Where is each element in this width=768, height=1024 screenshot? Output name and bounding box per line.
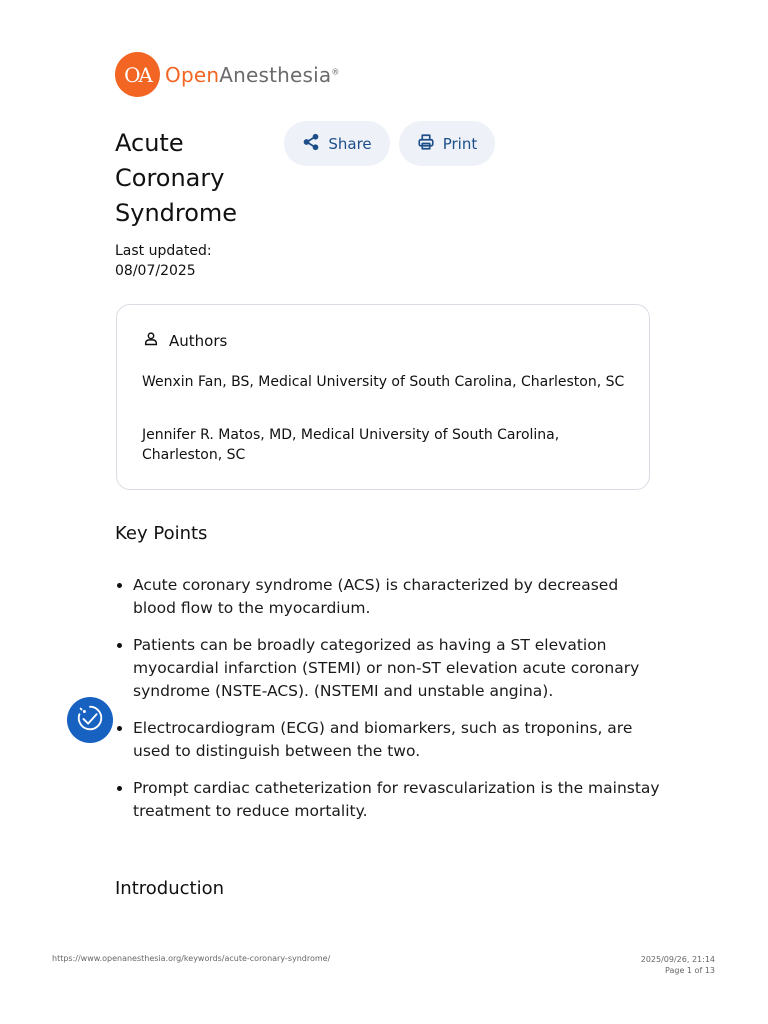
footer-page-number: Page 1 of 13 xyxy=(665,966,715,975)
key-point-item: Acute coronary syndrome (ACS) is characterized by decreased blood flow to the myocardium. xyxy=(115,574,660,620)
logo-word-open: Open xyxy=(165,62,220,87)
last-updated-date: 08/07/2025 xyxy=(115,263,196,279)
share-icon xyxy=(302,133,328,155)
printer-icon xyxy=(417,133,443,155)
author-item: Wenxin Fan, BS, Medical University of South Carolina, Charleston, SC xyxy=(142,374,625,390)
authors-heading xyxy=(143,330,227,351)
logo-mark: OA xyxy=(115,52,160,97)
logo-wordmark xyxy=(165,63,340,87)
print-button[interactable] xyxy=(399,121,495,166)
accessibility-widget-button[interactable] xyxy=(67,697,113,743)
footer-timestamp: 2025/09/26, 21:14 xyxy=(640,955,715,964)
footer-url: https://www.openanesthesia.org/keywords/acute-coronary-syndrome/ xyxy=(52,954,331,963)
share-label: Share xyxy=(328,134,372,153)
logo-word-anesthesia: Anesthesia xyxy=(219,62,332,87)
page-title: Acute Coronary Syndrome xyxy=(115,129,238,227)
share-button[interactable] xyxy=(284,121,390,166)
author-item: Jennifer R. Matos, MD, Medical University of South Carolina, Charleston, SC xyxy=(142,427,560,463)
logo-registered-mark: ® xyxy=(331,66,340,76)
accessibility-icon xyxy=(75,703,105,737)
key-point-item: Patients can be broadly categorized as having a ST elevation myocardial infarction (STEMI) or non-ST elevation acute coronary syndrome (NSTE-ACS). (NSTEMI and unstable angina). xyxy=(115,634,660,703)
key-points-heading: Key Points xyxy=(115,523,208,544)
brand-logo[interactable] xyxy=(115,52,340,97)
last-updated-label: Last updated: xyxy=(115,243,212,259)
print-label: Print xyxy=(442,134,478,153)
key-point-item: Electrocardiogram (ECG) and biomarkers, such as troponins, are used to distinguish between the two. xyxy=(115,717,660,763)
person-icon xyxy=(143,330,169,351)
authors-heading-label: Authors xyxy=(169,331,228,350)
key-points-list xyxy=(115,574,660,837)
key-point-item: Prompt cardiac catheterization for revascularization is the mainstay treatment to reduce mortality. xyxy=(115,777,660,823)
authors-card xyxy=(116,304,650,490)
footer-meta xyxy=(641,954,715,976)
last-updated xyxy=(115,241,212,281)
introduction-heading: Introduction xyxy=(115,878,225,899)
